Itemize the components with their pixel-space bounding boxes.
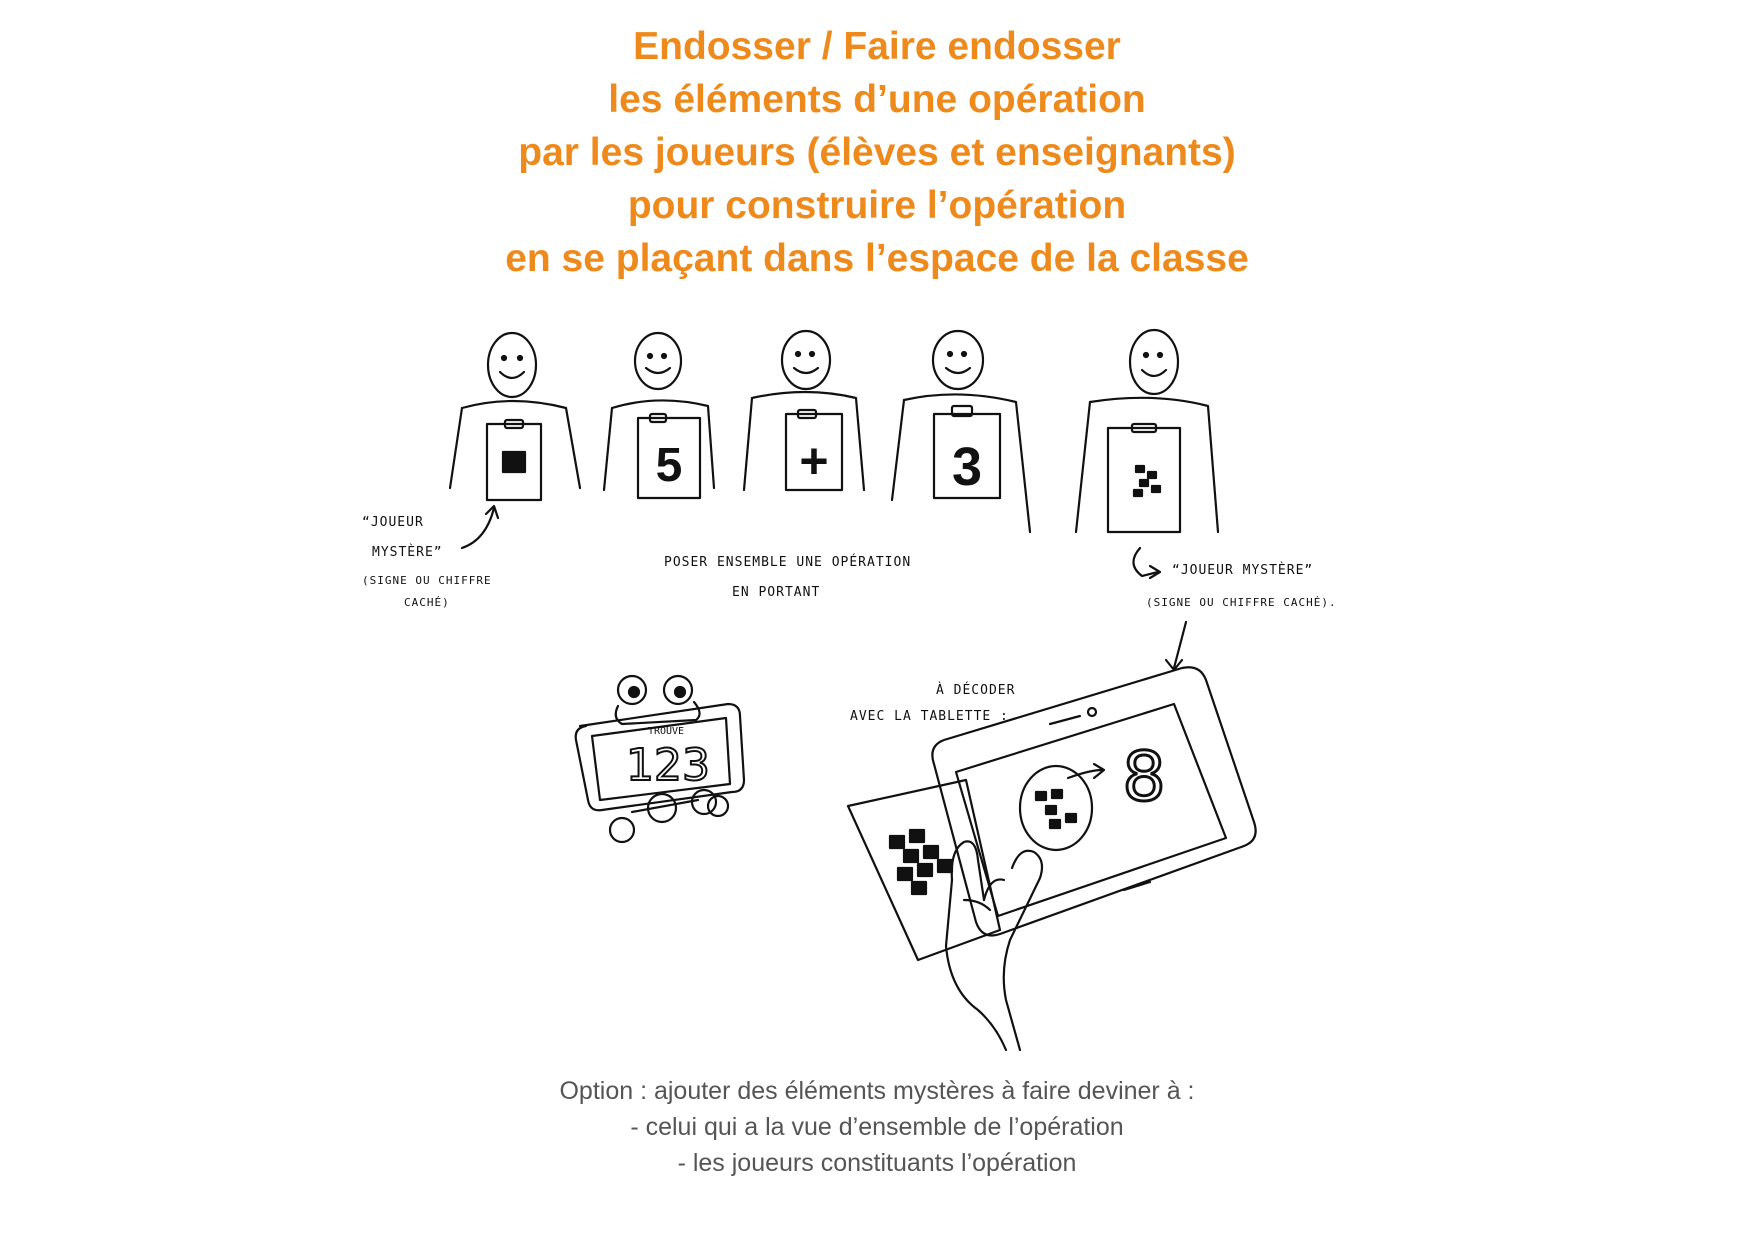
title-line-4: pour construire l’opération (627, 184, 1127, 227)
label-right-mystery: “JOUEUR MYSTÈRE” (SIGNE OU CHIFFRE CACHÉ). (1146, 563, 1337, 609)
tablet-caption: À DÉCODER AVEC LA TABLETTE : (850, 683, 1016, 724)
option-line-3: - les joueurs constituants l’opération (677, 1149, 1077, 1177)
tablet-result-number: 8 (1122, 738, 1166, 817)
arrow-right-label (1133, 548, 1158, 576)
option-line-1: Option : ajouter des éléments mystères à faire deviner à : (559, 1077, 1195, 1105)
title-line-1: Endosser / Faire endosser (633, 25, 1121, 68)
player-1-figure (450, 333, 580, 500)
label-center-instruction: POSER ENSEMBLE UNE OPÉRATION EN PORTANT (664, 555, 912, 600)
tablet-drawing (932, 667, 1255, 935)
player-4-figure (892, 331, 1030, 532)
card-plus-sign: + (799, 433, 829, 489)
robot-screen-number: 123 (626, 740, 710, 791)
player-5-figure (1076, 330, 1218, 532)
paper-sheet (848, 780, 1000, 960)
card-digit-three: 3 (951, 437, 983, 497)
title-line-5: en se plaçant dans l’espace de la classe (505, 237, 1249, 280)
title-line-3: par les joueurs (élèves et enseignants) (518, 131, 1236, 174)
option-line-2: - celui qui a la vue d’ensemble de l’opération (630, 1113, 1124, 1141)
label-left-mystery: “JOUEUR MYSTÈRE” (SIGNE OU CHIFFRE CACHÉ) (362, 515, 492, 609)
card-digit-five: 5 (655, 439, 683, 492)
arrow-left-label (462, 508, 494, 548)
hand-drawing (946, 841, 1042, 1050)
robot-screen-label: TROUVE (647, 726, 685, 737)
option-note (0, 1073, 1754, 1181)
title-line-2: les éléments d’une opération (608, 78, 1146, 121)
